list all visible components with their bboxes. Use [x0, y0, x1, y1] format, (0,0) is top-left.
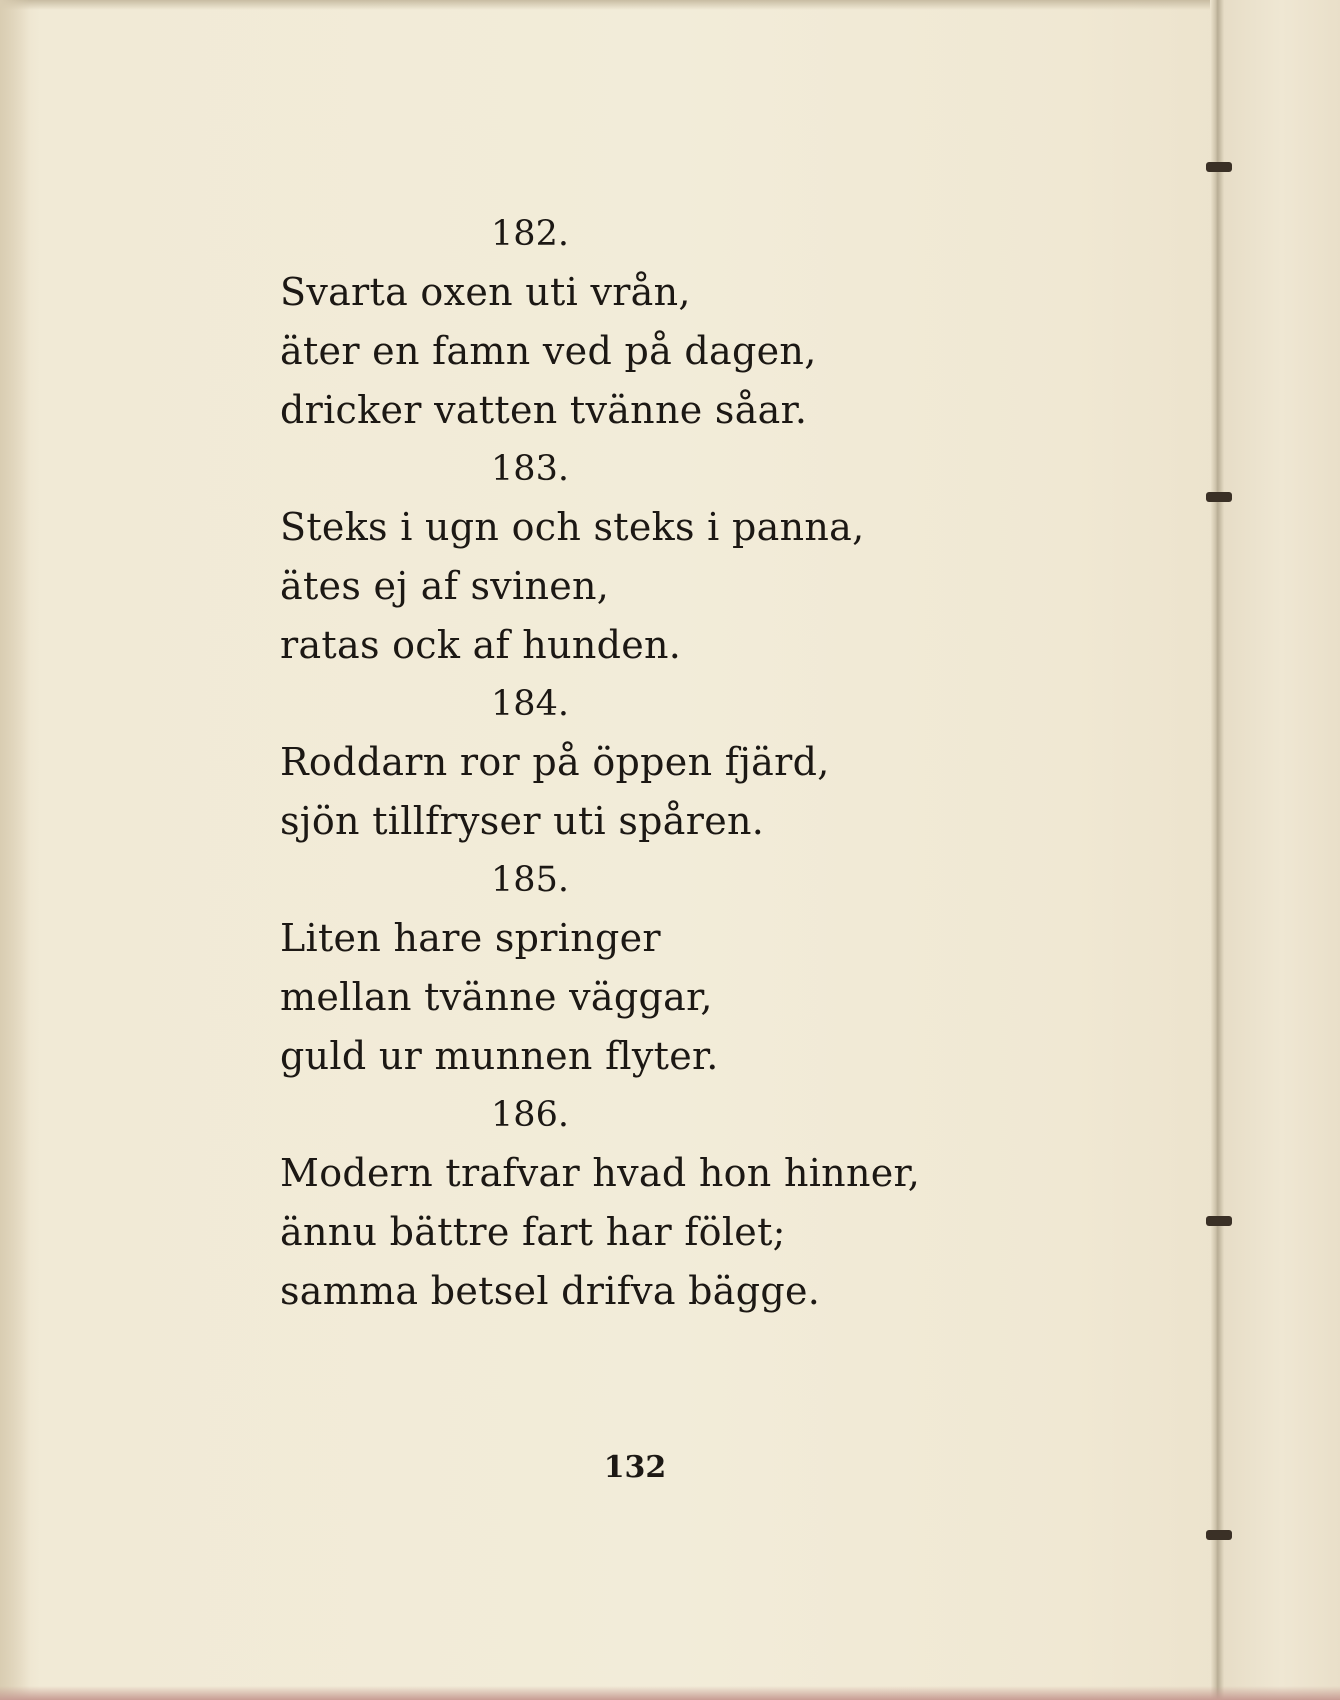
riddle-line: Svarta oxen uti vrån,: [280, 270, 691, 314]
riddle-number: 183.: [491, 449, 569, 489]
binding-stitch-icon: [1206, 1530, 1232, 1540]
riddle-line: ratas ock af hunden.: [280, 623, 682, 667]
riddle-number: 182.: [491, 214, 569, 254]
riddle-line: ätes ej af svinen,: [280, 564, 610, 608]
riddle-line: Liten hare springer: [280, 916, 661, 960]
binding-stitch-icon: [1206, 162, 1232, 172]
riddle-line: ännu bättre fart har fölet;: [280, 1210, 786, 1254]
riddle-line: sjön tillfryser uti spåren.: [280, 799, 765, 843]
riddle-line: samma betsel drifva bägge.: [280, 1269, 821, 1313]
page-top-edge: [0, 0, 1340, 10]
page-number: 132: [603, 1450, 667, 1485]
riddle-number: 184.: [491, 684, 569, 724]
riddle-number: 186.: [491, 1095, 569, 1135]
binding-stitch-icon: [1206, 1216, 1232, 1226]
riddle-line: Roddarn ror på öppen fjärd,: [280, 740, 830, 784]
binding-stitch-icon: [1206, 492, 1232, 502]
riddle-185: [280, 851, 1080, 1086]
riddle-number: 185.: [491, 860, 569, 900]
riddle-line: guld ur munnen flyter.: [280, 1034, 719, 1078]
riddle-183: [280, 440, 1080, 675]
page-bottom-edge: [0, 1686, 1340, 1700]
riddle-184: [280, 675, 1080, 851]
riddle-text-block: [280, 205, 1080, 1321]
book-spine-fold: [1210, 0, 1224, 1700]
page-left-edge: [0, 0, 30, 1700]
riddle-line: Steks i ugn och steks i panna,: [280, 505, 865, 549]
riddle-line: Modern trafvar hvad hon hinner,: [280, 1151, 921, 1195]
riddle-line: äter en famn ved på dagen,: [280, 329, 817, 373]
riddle-line: mellan tvänne väggar,: [280, 975, 713, 1019]
facing-page-edge: [1224, 0, 1340, 1700]
riddle-182: [280, 205, 1080, 440]
riddle-186: [280, 1086, 1080, 1321]
riddle-line: dricker vatten tvänne såar.: [280, 388, 808, 432]
